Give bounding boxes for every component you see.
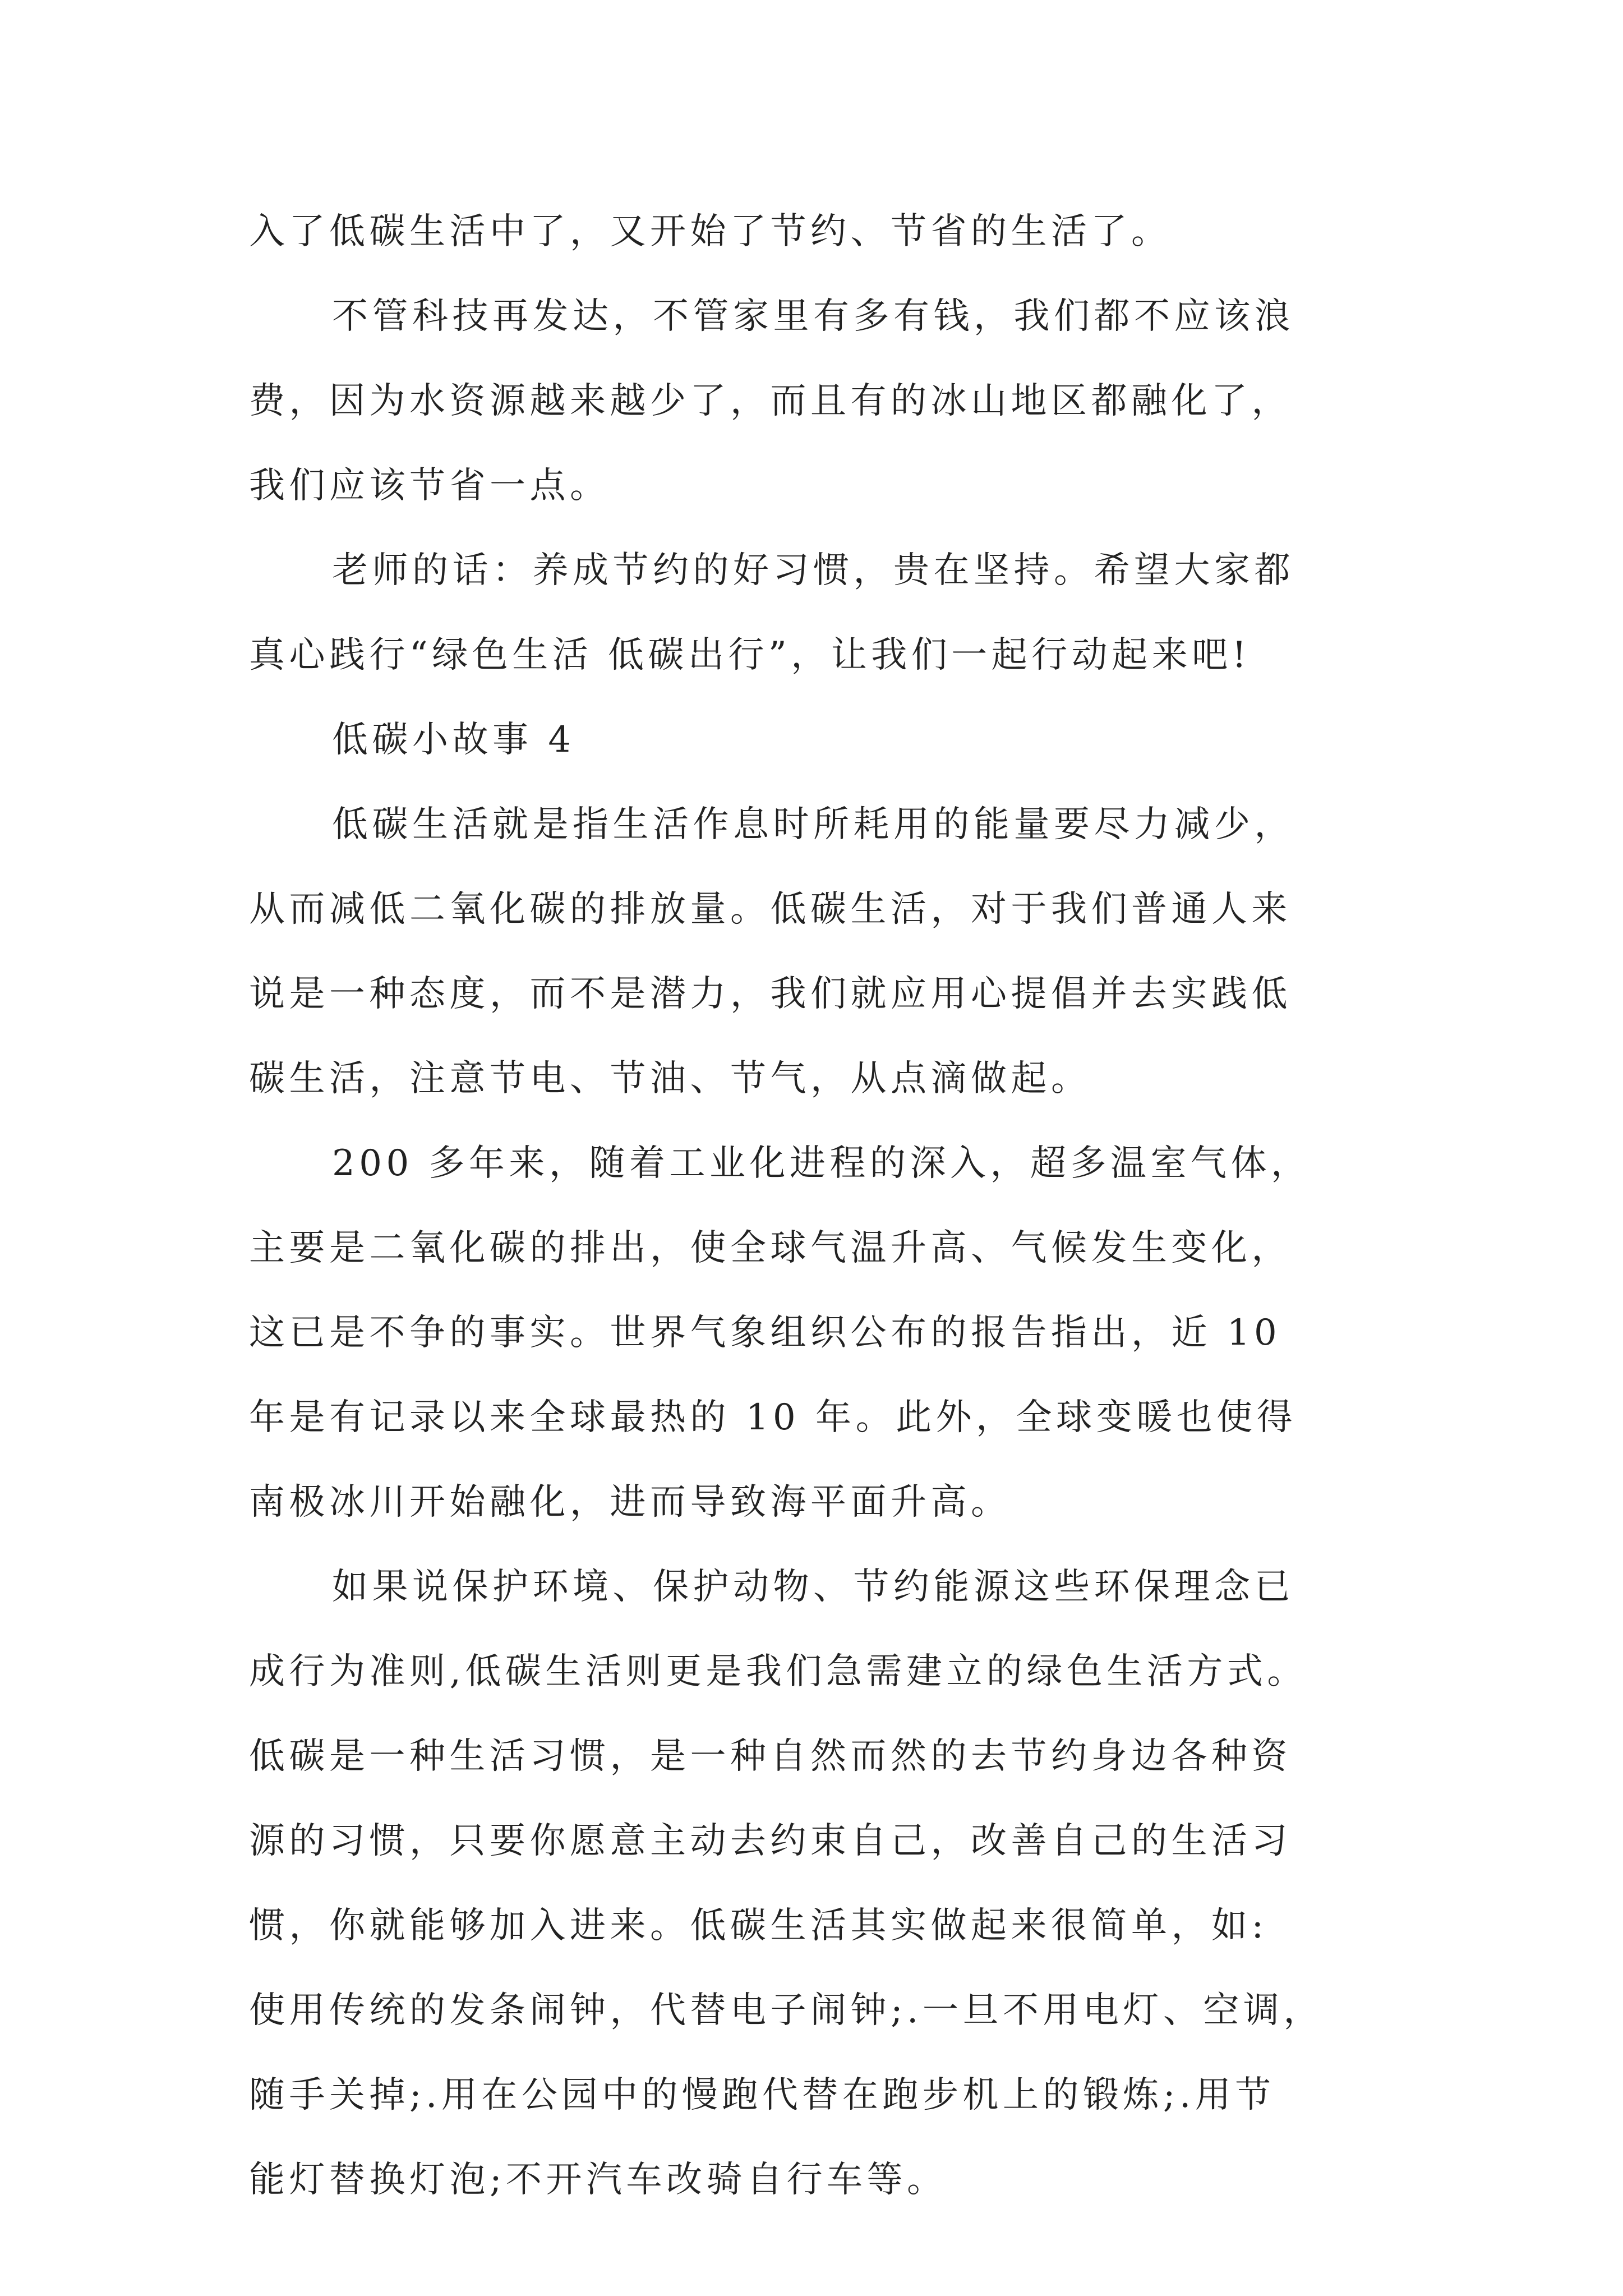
- heading-text: 低碳小故事 4: [332, 719, 575, 761]
- paragraph-continuation: [249, 190, 1380, 274]
- text-line: 我们应该节省一点。: [249, 465, 610, 507]
- text-line: 使用传统的发条闹钟，代替电子闹钟;.一旦不用电灯、空调，: [249, 1990, 1324, 2031]
- text-line: 入了低碳生活中了，又开始了节约、节省的生活了。: [249, 211, 1172, 252]
- text-line: 源的习惯，只要你愿意主动去约束自己，改善自己的生活习: [249, 1820, 1292, 1862]
- paragraph-teacher-comment: [249, 528, 1380, 698]
- text-line: 碳生活，注意节电、节油、节气，从点滴做起。: [249, 1058, 1091, 1099]
- text-line: 这已是不争的事实。世界气象组织公布的报告指出，近 10: [249, 1312, 1281, 1354]
- paragraph-global-warming: [249, 1121, 1380, 1545]
- text-line: 年是有记录以来全球最热的 10 年。此外，全球变暖也使得: [249, 1397, 1297, 1438]
- text-line: 能灯替换灯泡;不开汽车改骑自行车等。: [249, 2159, 947, 2201]
- text-line: 真心践行“绿色生活 低碳出行”，让我们一起行动起来吧!: [249, 634, 1251, 676]
- text-line: 200 多年来，随着工业化进程的深入，超多温室气体，: [332, 1143, 1311, 1184]
- section-heading: [249, 698, 1380, 783]
- text-line: 从而减低二氧化碳的排放量。低碳生活，对于我们普通人来: [249, 889, 1292, 930]
- text-line: 不管科技再发达，不管家里有多有钱，我们都不应该浪: [332, 296, 1294, 337]
- text-line: 低碳是一种生活习惯，是一种自然而然的去节约身边各种资: [249, 1736, 1292, 1777]
- text-line: 低碳生活就是指生活作息时所耗用的能量要尽力减少，: [332, 804, 1294, 845]
- text-line: 如果说保护环境、保护动物、节约能源这些环保理念已: [332, 1566, 1294, 1608]
- text-line: 成行为准则,低碳生活则更是我们急需建立的绿色生活方式。: [249, 1651, 1307, 1692]
- text-line: 说是一种态度，而不是潜力，我们就应用心提倡并去实践低: [249, 973, 1292, 1015]
- paragraph-green-lifestyle: [249, 1545, 1380, 2223]
- text-line: 老师的话：养成节约的好习惯，贵在坚持。希望大家都: [332, 550, 1294, 591]
- document-body: [249, 190, 1380, 2223]
- text-line: 随手关掉;.用在公园中的慢跑代替在跑步机上的锻炼;.用节: [249, 2074, 1275, 2116]
- text-line: 惯，你就能够加入进来。低碳生活其实做起来很简单，如:: [249, 1905, 1268, 1947]
- text-line: 费，因为水资源越来越少了，而且有的冰山地区都融化了，: [249, 380, 1292, 422]
- paragraph-water-saving: [249, 274, 1380, 528]
- paragraph-low-carbon-definition: [249, 783, 1380, 1121]
- text-line: 南极冰川开始融化，进而导致海平面升高。: [249, 1481, 1011, 1523]
- text-line: 主要是二氧化碳的排出，使全球气温升高、气候发生变化，: [249, 1227, 1292, 1269]
